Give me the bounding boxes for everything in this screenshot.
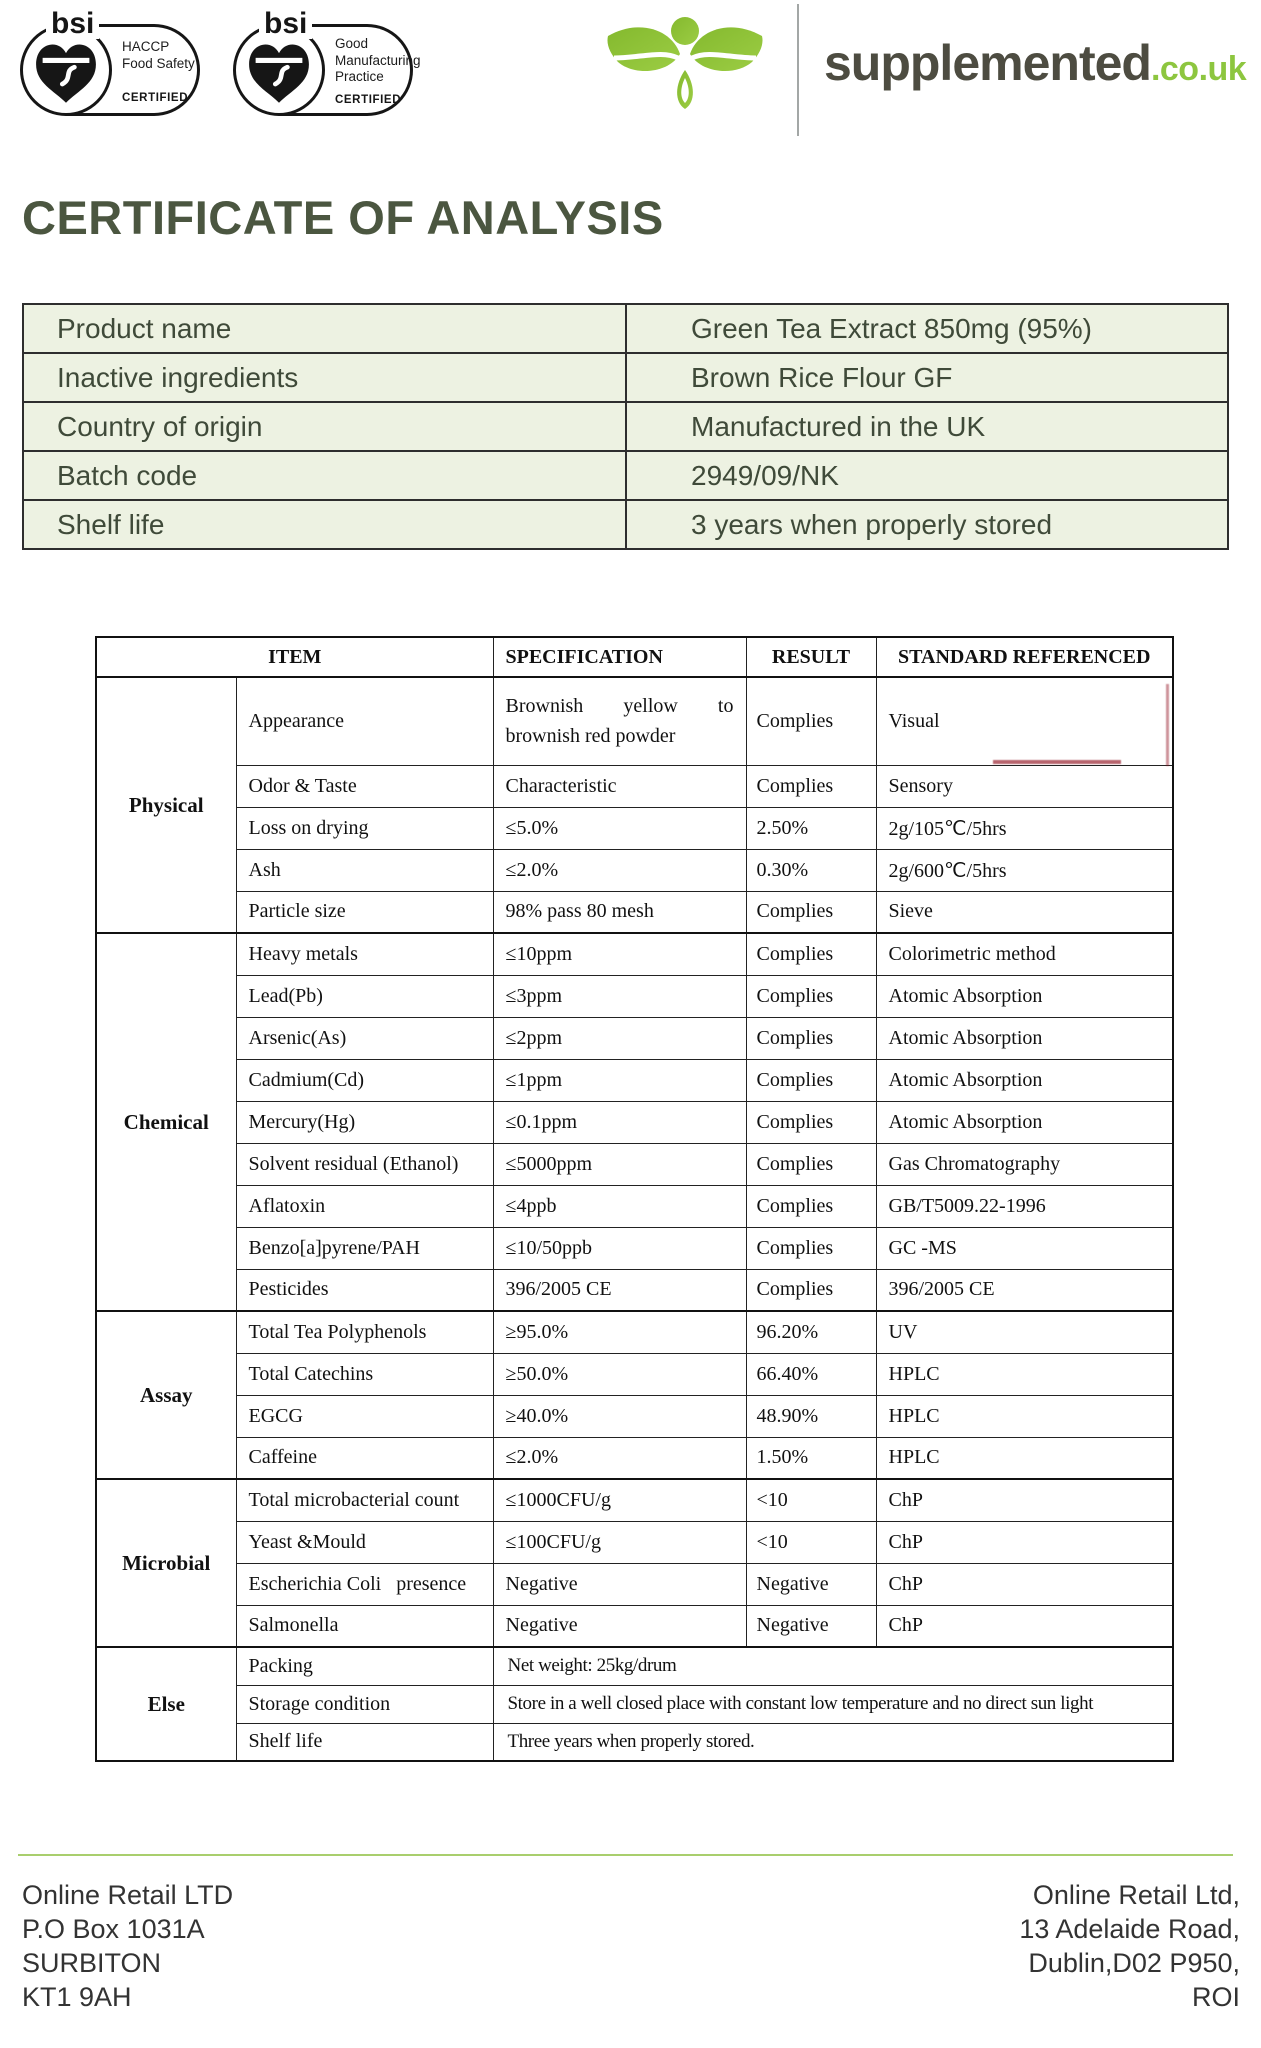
spec-result-cell: 0.30%: [746, 849, 876, 891]
page-title: CERTIFICATE OF ANALYSIS: [22, 191, 664, 244]
spec-row: [96, 975, 1173, 1017]
spec-specification-cell: ≥50.0%: [493, 1353, 746, 1395]
spec-row: [96, 677, 1173, 765]
category-label: Chemical: [96, 933, 236, 1311]
info-label: Batch code: [23, 451, 626, 500]
spec-row: [96, 849, 1173, 891]
spec-standard-cell: Sieve: [876, 891, 1173, 933]
spec-row: [96, 1479, 1173, 1521]
spec-specification-cell: Three years when properly stored.: [493, 1723, 1173, 1761]
spec-specification-cell: ≤10/50ppb: [493, 1227, 746, 1269]
product-info-table-wrap: [22, 303, 1229, 550]
spec-item-cell: Escherichia Coli presence: [236, 1563, 493, 1605]
address-line: P.O Box 1031A: [22, 1914, 205, 1944]
spec-standard-cell: Visual: [876, 677, 1173, 765]
spec-item-cell: Ash: [236, 849, 493, 891]
brand-name: supplemented: [824, 35, 1151, 91]
spec-item-cell: Particle size: [236, 891, 493, 933]
col-header-specification: SPECIFICATION: [493, 637, 746, 677]
spec-standard-cell: ChP: [876, 1563, 1173, 1605]
address-line: SURBITON: [22, 1948, 162, 1978]
info-value: 3 years when properly stored: [626, 500, 1228, 549]
spec-row: [96, 891, 1173, 933]
spec-result-cell: Negative: [746, 1605, 876, 1647]
spec-result-cell: Complies: [746, 1269, 876, 1311]
spec-result-cell: Complies: [746, 1059, 876, 1101]
spec-table: [95, 636, 1174, 1762]
spec-result-cell: 48.90%: [746, 1395, 876, 1437]
spec-result-cell: Complies: [746, 1101, 876, 1143]
badge-line: Good: [335, 36, 369, 51]
spec-row: [96, 1685, 1173, 1723]
footer-address-left: [22, 1878, 233, 2014]
spec-standard-cell: GC -MS: [876, 1227, 1173, 1269]
address-line: 13 Adelaide Road,: [1019, 1914, 1240, 1944]
spec-row: [96, 1269, 1173, 1311]
spec-item-cell: Packing: [236, 1647, 493, 1685]
red-scan-artifact: [993, 760, 1121, 764]
spec-item-cell: Total Tea Polyphenols: [236, 1311, 493, 1353]
bsi-gmp-badge: [233, 7, 421, 116]
logo-divider: [797, 4, 799, 136]
spec-specification-cell: Characteristic: [493, 765, 746, 807]
spec-standard-cell: 2g/600℃/5hrs: [876, 849, 1173, 891]
col-header-result: RESULT: [746, 637, 876, 677]
spec-specification-cell: 396/2005 CE: [493, 1269, 746, 1311]
spec-item-cell: Shelf life: [236, 1723, 493, 1761]
col-header-standard: STANDARD REFERENCED: [876, 637, 1173, 677]
spec-item-cell: Total Catechins: [236, 1353, 493, 1395]
spec-result-cell: Complies: [746, 891, 876, 933]
spec-standard-cell: Atomic Absorption: [876, 975, 1173, 1017]
spec-standard-cell: Sensory: [876, 765, 1173, 807]
certified-label: CERTIFIED: [122, 92, 189, 104]
certified-label: CERTIFIED: [335, 94, 402, 106]
info-label: Shelf life: [23, 500, 626, 549]
spec-result-cell: 66.40%: [746, 1353, 876, 1395]
spec-item-cell: Benzo[a]pyrene/PAH: [236, 1227, 493, 1269]
spec-specification-cell: ≤2.0%: [493, 1437, 746, 1479]
badge-text: [122, 39, 195, 72]
spec-standard-cell: GB/T5009.22-1996: [876, 1185, 1173, 1227]
info-value: 2949/09/NK: [626, 451, 1228, 500]
product-info-row: [23, 353, 1228, 402]
spec-specification-cell: ≤0.1ppm: [493, 1101, 746, 1143]
spec-row: [96, 765, 1173, 807]
spec-standard-cell: ChP: [876, 1479, 1173, 1521]
badge-line: HACCP: [122, 39, 170, 54]
spec-specification-cell: Net weight: 25kg/drum: [493, 1647, 1173, 1685]
info-value: Manufactured in the UK: [626, 402, 1228, 451]
address-line: ROI: [1191, 1982, 1240, 2012]
spec-standard-cell: HPLC: [876, 1353, 1173, 1395]
col-header-item: ITEM: [96, 637, 493, 677]
spec-result-cell: Complies: [746, 933, 876, 975]
spec-item-cell: Caffeine: [236, 1437, 493, 1479]
spec-item-cell: Lead(Pb): [236, 975, 493, 1017]
spec-result-cell: 1.50%: [746, 1437, 876, 1479]
spec-specification-cell: ≤5000ppm: [493, 1143, 746, 1185]
spec-item-cell: Solvent residual (Ethanol): [236, 1143, 493, 1185]
spec-row: [96, 1521, 1173, 1563]
category-label: Physical: [96, 677, 236, 933]
info-value: Brown Rice Flour GF: [626, 353, 1228, 402]
spec-row: [96, 1311, 1173, 1353]
spec-item-cell: Storage condition: [236, 1685, 493, 1723]
spec-row: [96, 1647, 1173, 1685]
spec-specification-cell: ≤2.0%: [493, 849, 746, 891]
spec-item-cell: Total microbacterial count: [236, 1479, 493, 1521]
category-label: Microbial: [96, 1479, 236, 1647]
red-scan-artifact: [1166, 684, 1169, 766]
spec-specification-cell: ≤2ppm: [493, 1017, 746, 1059]
spec-result-cell: Complies: [746, 677, 876, 765]
spec-row: [96, 1723, 1173, 1761]
spec-standard-cell: Gas Chromatography: [876, 1143, 1173, 1185]
spec-specification-cell: ≤1ppm: [493, 1059, 746, 1101]
spec-row: [96, 1353, 1173, 1395]
badge-line: Food Safety: [122, 55, 195, 71]
badge-line: Manufacturing: [335, 52, 421, 68]
spec-row: [96, 1059, 1173, 1101]
spec-specification-cell: ≥40.0%: [493, 1395, 746, 1437]
product-info-row: [23, 402, 1228, 451]
footer-address-right: [1019, 1878, 1240, 2014]
spec-standard-cell: Atomic Absorption: [876, 1017, 1173, 1059]
badge-text: [335, 36, 421, 86]
spec-specification-cell: ≤3ppm: [493, 975, 746, 1017]
spec-standard-cell: Atomic Absorption: [876, 1101, 1173, 1143]
spec-row: [96, 1437, 1173, 1479]
address-line: Online Retail Ltd,: [1032, 1880, 1240, 1910]
spec-row: [96, 1395, 1173, 1437]
address-line: KT1 9AH: [22, 1982, 132, 2012]
info-label: Inactive ingredients: [23, 353, 626, 402]
spec-row: [96, 1101, 1173, 1143]
spec-header-row: [96, 637, 1173, 677]
spec-specification-cell: ≤10ppm: [493, 933, 746, 975]
spec-row: [96, 1605, 1173, 1647]
spec-specification-cell: Negative: [493, 1563, 746, 1605]
spec-standard-cell: 396/2005 CE: [876, 1269, 1173, 1311]
spec-row: [96, 1563, 1173, 1605]
spec-item-cell: Cadmium(Cd): [236, 1059, 493, 1101]
spec-result-cell: <10: [746, 1479, 876, 1521]
spec-standard-cell: HPLC: [876, 1437, 1173, 1479]
address-line: Dublin,D02 P950,: [1028, 1948, 1240, 1978]
spec-result-cell: <10: [746, 1521, 876, 1563]
spec-standard-cell: HPLC: [876, 1395, 1173, 1437]
spec-item-cell: Heavy metals: [236, 933, 493, 975]
spec-standard-cell: 2g/105℃/5hrs: [876, 807, 1173, 849]
product-info-row: [23, 500, 1228, 549]
spec-item-cell: EGCG: [236, 1395, 493, 1437]
info-label: Product name: [23, 304, 626, 353]
spec-table-wrap: [95, 636, 1172, 1762]
spec-standard-cell: ChP: [876, 1521, 1173, 1563]
spec-result-cell: Complies: [746, 1227, 876, 1269]
spec-item-cell: Aflatoxin: [236, 1185, 493, 1227]
spec-specification-cell: ≤100CFU/g: [493, 1521, 746, 1563]
spec-row: [96, 807, 1173, 849]
spec-result-cell: Complies: [746, 975, 876, 1017]
spec-item-cell: Pesticides: [236, 1269, 493, 1311]
spec-row: [96, 933, 1173, 975]
footer-divider-line: [18, 1854, 1233, 1856]
product-info-row: [23, 304, 1228, 353]
bsi-wordmark: bsi: [46, 9, 99, 39]
spec-specification-cell: ≤5.0%: [493, 807, 746, 849]
spec-standard-cell: ChP: [876, 1605, 1173, 1647]
spec-specification-cell: ≤4ppb: [493, 1185, 746, 1227]
spec-item-cell: Appearance: [236, 677, 493, 765]
spec-standard-cell: Colorimetric method: [876, 933, 1173, 975]
address-line: Online Retail LTD: [22, 1880, 234, 1910]
spec-specification-cell: 98% pass 80 mesh: [493, 891, 746, 933]
spec-result-cell: Complies: [746, 765, 876, 807]
spec-result-cell: 2.50%: [746, 807, 876, 849]
spec-result-cell: Complies: [746, 1185, 876, 1227]
spec-result-cell: Complies: [746, 1143, 876, 1185]
spec-item-cell: Mercury(Hg): [236, 1101, 493, 1143]
spec-result-cell: Negative: [746, 1563, 876, 1605]
spec-row: [96, 1227, 1173, 1269]
brand-tld: .co.uk: [1150, 50, 1247, 88]
spec-row: [96, 1143, 1173, 1185]
spec-standard-cell: Atomic Absorption: [876, 1059, 1173, 1101]
product-info-table: [22, 303, 1229, 550]
spec-row: [96, 1017, 1173, 1059]
badge-line: Practice: [335, 69, 384, 84]
bsi-haccp-badge: [20, 7, 200, 116]
info-label: Country of origin: [23, 402, 626, 451]
spec-item-cell: Loss on drying: [236, 807, 493, 849]
spec-specification-cell: ≤1000CFU/g: [493, 1479, 746, 1521]
spec-result-cell: 96.20%: [746, 1311, 876, 1353]
spec-item-cell: Arsenic(As): [236, 1017, 493, 1059]
spec-item-cell: Yeast &Mould: [236, 1521, 493, 1563]
spec-item-cell: Odor & Taste: [236, 765, 493, 807]
category-label: Else: [96, 1647, 236, 1761]
spec-item-cell: Salmonella: [236, 1605, 493, 1647]
leaf-logo-icon: [600, 12, 770, 116]
spec-specification-cell: Negative: [493, 1605, 746, 1647]
bsi-wordmark: bsi: [259, 9, 312, 39]
product-info-row: [23, 451, 1228, 500]
spec-specification-cell: ≥95.0%: [493, 1311, 746, 1353]
spec-specification-cell: Brownish yellow to brownish red powder: [493, 677, 746, 765]
info-value: Green Tea Extract 850mg (95%): [626, 304, 1228, 353]
spec-row: [96, 1185, 1173, 1227]
spec-result-cell: Complies: [746, 1017, 876, 1059]
spec-standard-cell: UV: [876, 1311, 1173, 1353]
spec-specification-cell: Store in a well closed place with constant low temperature and no direct sun light: [493, 1685, 1173, 1723]
brand-wordmark: [824, 34, 1246, 92]
category-label: Assay: [96, 1311, 236, 1479]
